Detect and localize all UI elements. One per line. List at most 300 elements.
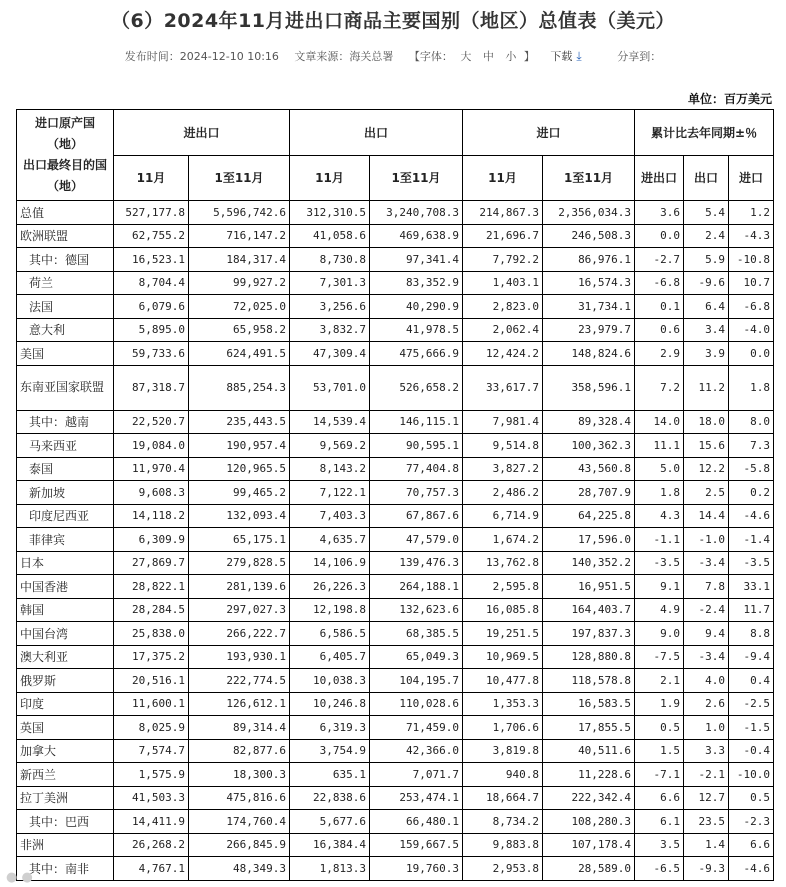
table-cell: 475,666.9 [370, 342, 463, 366]
row-label: 马来西亚 [17, 434, 114, 458]
table-cell: 16,523.1 [114, 248, 189, 272]
table-cell: 7,574.7 [114, 739, 189, 763]
table-cell: 10,477.8 [463, 669, 543, 693]
table-cell: 99,927.2 [189, 271, 290, 295]
table-cell: 3,832.7 [290, 318, 370, 342]
table-cell: -2.7 [635, 248, 684, 272]
table-cell: 72,025.0 [189, 295, 290, 319]
table-cell: 279,828.5 [189, 551, 290, 575]
table-cell: 3.9 [684, 342, 729, 366]
table-cell: -1.4 [729, 528, 774, 552]
table-cell: -3.4 [684, 645, 729, 669]
table-cell: 22,838.6 [290, 786, 370, 810]
row-label: 意大利 [17, 318, 114, 342]
table-cell: 9,608.3 [114, 481, 189, 505]
table-cell: 358,596.1 [543, 365, 635, 410]
table-cell: 14,539.4 [290, 410, 370, 434]
table-cell: 297,027.3 [189, 598, 290, 622]
header-yoy-export: 出口 [684, 155, 729, 201]
table-cell: 87,318.7 [114, 365, 189, 410]
corner-header-bottom: 出口最终目的国（地） [22, 158, 107, 193]
row-label: 荷兰 [17, 271, 114, 295]
table-cell: 222,342.4 [543, 786, 635, 810]
row-label: 韩国 [17, 598, 114, 622]
table-cell: 28,707.9 [543, 481, 635, 505]
table-cell: 19,251.5 [463, 622, 543, 646]
table-row [17, 481, 774, 505]
table-cell: 71,459.0 [370, 716, 463, 740]
table-cell: 33.1 [729, 575, 774, 599]
table-cell: 281,139.6 [189, 575, 290, 599]
row-label: 日本 [17, 551, 114, 575]
table-cell: 25,838.0 [114, 622, 189, 646]
table-cell: 16,951.5 [543, 575, 635, 599]
row-label: 俄罗斯 [17, 669, 114, 693]
table-cell: 164,403.7 [543, 598, 635, 622]
row-label: 法国 [17, 295, 114, 319]
table-cell: 82,877.6 [189, 739, 290, 763]
table-cell: 8,730.8 [290, 248, 370, 272]
table-cell: 10,969.5 [463, 645, 543, 669]
table-cell: 1,674.2 [463, 528, 543, 552]
table-cell: -2.3 [729, 810, 774, 834]
header-import-month: 11月 [463, 155, 543, 201]
row-label: 美国 [17, 342, 114, 366]
table-row [17, 224, 774, 248]
table-cell: -3.5 [729, 551, 774, 575]
table-cell: -1.5 [729, 716, 774, 740]
table-cell: 1.2 [729, 201, 774, 225]
table-cell: 0.5 [729, 786, 774, 810]
font-small-button[interactable]: 小 [505, 50, 517, 63]
table-cell: 4.3 [635, 504, 684, 528]
table-cell: 20,516.1 [114, 669, 189, 693]
table-cell: 8.8 [729, 622, 774, 646]
table-cell: 14.4 [684, 504, 729, 528]
table-row [17, 622, 774, 646]
table-cell: 18,664.7 [463, 786, 543, 810]
table-row [17, 551, 774, 575]
table-cell: 10,038.3 [290, 669, 370, 693]
font-large-button[interactable]: 大 [460, 50, 472, 63]
table-cell: 140,352.2 [543, 551, 635, 575]
table-cell: 12.2 [684, 457, 729, 481]
watermark-logo: ● ● [6, 870, 33, 885]
table-cell: 940.8 [463, 763, 543, 787]
header-total: 进出口 [114, 110, 290, 156]
table-cell: 9.4 [684, 622, 729, 646]
table-cell: 89,314.4 [189, 716, 290, 740]
table-cell: -9.3 [684, 857, 729, 881]
table-cell: 16,085.8 [463, 598, 543, 622]
table-cell: 1,706.6 [463, 716, 543, 740]
table-cell: 62,755.2 [114, 224, 189, 248]
row-label: 中国香港 [17, 575, 114, 599]
table-cell: 17,596.0 [543, 528, 635, 552]
table-cell: 42,366.0 [370, 739, 463, 763]
row-label: 菲律宾 [17, 528, 114, 552]
table-cell: 41,978.5 [370, 318, 463, 342]
table-cell: 14,411.9 [114, 810, 189, 834]
table-cell: 1.8 [635, 481, 684, 505]
table-cell: 4,767.1 [114, 857, 189, 881]
table-row [17, 410, 774, 434]
table-cell: 67,867.6 [370, 504, 463, 528]
table-cell: 159,667.5 [370, 833, 463, 857]
table-cell: 8,143.2 [290, 457, 370, 481]
table-cell: 41,503.3 [114, 786, 189, 810]
table-cell: 126,612.1 [189, 692, 290, 716]
table-cell: 59,733.6 [114, 342, 189, 366]
table-cell: 0.5 [635, 716, 684, 740]
table-cell: 13,762.8 [463, 551, 543, 575]
table-cell: 97,341.4 [370, 248, 463, 272]
table-cell: 11,970.4 [114, 457, 189, 481]
table-cell: 11.7 [729, 598, 774, 622]
table-cell: 9,569.2 [290, 434, 370, 458]
table-cell: 53,701.0 [290, 365, 370, 410]
table-row [17, 271, 774, 295]
table-cell: 2.9 [635, 342, 684, 366]
table-cell: 2,062.4 [463, 318, 543, 342]
table-cell: 6,405.7 [290, 645, 370, 669]
table-cell: 21,696.7 [463, 224, 543, 248]
table-cell: 2,486.2 [463, 481, 543, 505]
download-icon: ⤓ [576, 49, 582, 63]
table-cell: 31,734.1 [543, 295, 635, 319]
table-cell: 222,774.5 [189, 669, 290, 693]
table-cell: 15.6 [684, 434, 729, 458]
table-cell: 635.1 [290, 763, 370, 787]
publish-time: 发布时间：2024-12-10 10:16 [124, 50, 279, 63]
table-cell: 9.1 [635, 575, 684, 599]
table-cell: 1,403.1 [463, 271, 543, 295]
row-label: 泰国 [17, 457, 114, 481]
table-cell: 19,084.0 [114, 434, 189, 458]
table-cell: 11,228.6 [543, 763, 635, 787]
table-cell: 148,824.6 [543, 342, 635, 366]
table-cell: -1.0 [684, 528, 729, 552]
header-yoy: 累计比去年同期±％ [635, 110, 774, 156]
header-row-1 [17, 110, 774, 156]
table-cell: 2,595.8 [463, 575, 543, 599]
table-cell: 9.0 [635, 622, 684, 646]
table-cell: 12.7 [684, 786, 729, 810]
table-row [17, 365, 774, 410]
table-cell: 5,677.6 [290, 810, 370, 834]
table-cell: 1,575.9 [114, 763, 189, 787]
table-cell: 22,520.7 [114, 410, 189, 434]
table-cell: 132,093.4 [189, 504, 290, 528]
table-cell: 7,122.1 [290, 481, 370, 505]
table-cell: 7.2 [635, 365, 684, 410]
font-size-close: 】 [523, 50, 535, 63]
table-cell: 469,638.9 [370, 224, 463, 248]
table-cell: 14,106.9 [290, 551, 370, 575]
download-button[interactable] [550, 50, 585, 63]
row-label: 加拿大 [17, 739, 114, 763]
table-cell: 65,049.3 [370, 645, 463, 669]
table-cell: 14.0 [635, 410, 684, 434]
table-row [17, 739, 774, 763]
table-cell: 41,058.6 [290, 224, 370, 248]
table-cell: 184,317.4 [189, 248, 290, 272]
header-export-ytd: 1至11月 [370, 155, 463, 201]
table-cell: -4.0 [729, 318, 774, 342]
row-label: 非洲 [17, 833, 114, 857]
table-cell: -2.4 [684, 598, 729, 622]
table-cell: -2.5 [729, 692, 774, 716]
table-cell: 885,254.3 [189, 365, 290, 410]
table-row [17, 692, 774, 716]
table-cell: 7,071.7 [370, 763, 463, 787]
table-row [17, 342, 774, 366]
table-cell: 3,754.9 [290, 739, 370, 763]
table-cell: -5.8 [729, 457, 774, 481]
table-cell: 83,352.9 [370, 271, 463, 295]
table-cell: 197,837.3 [543, 622, 635, 646]
table-cell: 2.5 [684, 481, 729, 505]
table-row [17, 504, 774, 528]
row-label: 其中：巴西 [17, 810, 114, 834]
table-cell: 28,822.1 [114, 575, 189, 599]
table-cell: 527,177.8 [114, 201, 189, 225]
table-row [17, 810, 774, 834]
table-cell: 66,480.1 [370, 810, 463, 834]
table-cell: -7.1 [635, 763, 684, 787]
table-cell: 10.7 [729, 271, 774, 295]
table-cell: 9,883.8 [463, 833, 543, 857]
table-cell: 139,476.3 [370, 551, 463, 575]
table-cell: 16,384.4 [290, 833, 370, 857]
table-cell: 17,855.5 [543, 716, 635, 740]
table-row [17, 248, 774, 272]
header-import: 进口 [463, 110, 635, 156]
table-row [17, 528, 774, 552]
table-cell: 6,586.5 [290, 622, 370, 646]
table-cell: 120,965.5 [189, 457, 290, 481]
table-cell: 7,301.3 [290, 271, 370, 295]
table-cell: 47,309.4 [290, 342, 370, 366]
row-label: 拉丁美洲 [17, 786, 114, 810]
table-cell: -3.5 [635, 551, 684, 575]
table-cell: 132,623.6 [370, 598, 463, 622]
table-cell: 19,760.3 [370, 857, 463, 881]
row-label: 总值 [17, 201, 114, 225]
table-cell: 108,280.3 [543, 810, 635, 834]
table-cell: 12,198.8 [290, 598, 370, 622]
table-cell: 23,979.7 [543, 318, 635, 342]
row-label: 东南亚国家联盟 [17, 365, 114, 410]
table-cell: 14,118.2 [114, 504, 189, 528]
table-cell: 28,284.5 [114, 598, 189, 622]
table-cell: -10.8 [729, 248, 774, 272]
table-cell: 40,511.6 [543, 739, 635, 763]
table-cell: 146,115.1 [370, 410, 463, 434]
table-cell: 1,353.3 [463, 692, 543, 716]
table-row [17, 457, 774, 481]
table-cell: 11.2 [684, 365, 729, 410]
table-cell: 100,362.3 [543, 434, 635, 458]
table-cell: 3,827.2 [463, 457, 543, 481]
table-cell: 1.5 [635, 739, 684, 763]
table-cell: 7.8 [684, 575, 729, 599]
table-body [17, 201, 774, 881]
table-cell: 3.6 [635, 201, 684, 225]
table-cell: 64,225.8 [543, 504, 635, 528]
table-cell: 65,958.2 [189, 318, 290, 342]
table-cell: 2.4 [684, 224, 729, 248]
table-cell: -2.1 [684, 763, 729, 787]
table-cell: 99,465.2 [189, 481, 290, 505]
row-label: 中国台湾 [17, 622, 114, 646]
table-cell: 128,880.8 [543, 645, 635, 669]
table-cell: 2,356,034.3 [543, 201, 635, 225]
table-cell: 7,403.3 [290, 504, 370, 528]
table-cell: 253,474.1 [370, 786, 463, 810]
table-cell: 2,823.0 [463, 295, 543, 319]
trade-table [16, 109, 774, 881]
table-cell: -3.4 [684, 551, 729, 575]
table-cell: 110,028.6 [370, 692, 463, 716]
table-cell: 246,508.3 [543, 224, 635, 248]
table-cell: 8,025.9 [114, 716, 189, 740]
table-cell: 214,867.3 [463, 201, 543, 225]
header-yoy-total: 进出口 [635, 155, 684, 201]
table-cell: 4.9 [635, 598, 684, 622]
share-label[interactable]: 分享到： [617, 50, 662, 63]
table-cell: -7.5 [635, 645, 684, 669]
table-cell: 190,957.4 [189, 434, 290, 458]
table-cell: 9,514.8 [463, 434, 543, 458]
table-cell: -9.6 [684, 271, 729, 295]
table-cell: 6.6 [729, 833, 774, 857]
table-cell: 16,583.5 [543, 692, 635, 716]
table-cell: 0.0 [635, 224, 684, 248]
table-cell: 7,981.4 [463, 410, 543, 434]
table-cell: 3,819.8 [463, 739, 543, 763]
table-cell: 235,443.5 [189, 410, 290, 434]
table-cell: 2,953.8 [463, 857, 543, 881]
table-row [17, 669, 774, 693]
row-label: 欧洲联盟 [17, 224, 114, 248]
table-cell: 2.1 [635, 669, 684, 693]
table-cell: 28,589.0 [543, 857, 635, 881]
header-export-month: 11月 [290, 155, 370, 201]
header-total-ytd: 1至11月 [189, 155, 290, 201]
table-cell: 70,757.3 [370, 481, 463, 505]
table-cell: -10.0 [729, 763, 774, 787]
table-cell: 5,895.0 [114, 318, 189, 342]
table-row [17, 318, 774, 342]
row-label: 英国 [17, 716, 114, 740]
table-cell: -6.8 [635, 271, 684, 295]
table-cell: 17,375.2 [114, 645, 189, 669]
table-cell: 4.0 [684, 669, 729, 693]
table-cell: 11,600.1 [114, 692, 189, 716]
table-row [17, 598, 774, 622]
corner-header [17, 110, 114, 201]
table-cell: 3.5 [635, 833, 684, 857]
article-source: 文章来源：海关总署 [294, 50, 394, 63]
table-cell: 90,595.1 [370, 434, 463, 458]
table-cell: 7.3 [729, 434, 774, 458]
row-label: 新加坡 [17, 481, 114, 505]
table-cell: 11.1 [635, 434, 684, 458]
row-label: 其中：德国 [17, 248, 114, 272]
table-cell: 266,222.7 [189, 622, 290, 646]
table-cell: 174,760.4 [189, 810, 290, 834]
table-cell: 526,658.2 [370, 365, 463, 410]
table-cell: 264,188.1 [370, 575, 463, 599]
table-cell: 8.0 [729, 410, 774, 434]
table-cell: 475,816.6 [189, 786, 290, 810]
table-cell: 5.9 [684, 248, 729, 272]
table-cell: 23.5 [684, 810, 729, 834]
page-title: （6）2024年11月进出口商品主要国别（地区）总值表（美元） [110, 10, 676, 32]
header-yoy-import: 进口 [729, 155, 774, 201]
table-cell: 5.4 [684, 201, 729, 225]
table-cell: 5,596,742.6 [189, 201, 290, 225]
table-row [17, 201, 774, 225]
article-meta [0, 48, 786, 64]
row-label: 新西兰 [17, 763, 114, 787]
table-cell: 89,328.4 [543, 410, 635, 434]
table-cell: 6,309.9 [114, 528, 189, 552]
table-cell: 47,579.0 [370, 528, 463, 552]
table-cell: 16,574.3 [543, 271, 635, 295]
table-cell: 266,845.9 [189, 833, 290, 857]
table-cell: 3,240,708.3 [370, 201, 463, 225]
table-cell: 0.1 [635, 295, 684, 319]
row-label: 澳大利亚 [17, 645, 114, 669]
table-cell: 3.4 [684, 318, 729, 342]
download-label: 下载 [550, 50, 573, 63]
table-cell: 43,560.8 [543, 457, 635, 481]
table-cell: 7,792.2 [463, 248, 543, 272]
row-label: 印度 [17, 692, 114, 716]
table-row [17, 295, 774, 319]
table-cell: 33,617.7 [463, 365, 543, 410]
table-cell: 1.0 [684, 716, 729, 740]
table-cell: 0.6 [635, 318, 684, 342]
row-label: 其中：越南 [17, 410, 114, 434]
font-medium-button[interactable]: 中 [482, 50, 494, 63]
table-cell: -1.1 [635, 528, 684, 552]
table-cell: -4.3 [729, 224, 774, 248]
row-label: 印度尼西亚 [17, 504, 114, 528]
font-size-label: 【字体： [408, 50, 453, 63]
table-cell: 1.4 [684, 833, 729, 857]
table-cell: 8,704.4 [114, 271, 189, 295]
row-label: 其中：南非 [17, 857, 114, 881]
table-cell: 6.4 [684, 295, 729, 319]
table-cell: 3.3 [684, 739, 729, 763]
table-cell: 6.1 [635, 810, 684, 834]
table-cell: 5.0 [635, 457, 684, 481]
table-cell: 716,147.2 [189, 224, 290, 248]
table-cell: 6.6 [635, 786, 684, 810]
table-cell: 18,300.3 [189, 763, 290, 787]
table-cell: 193,930.1 [189, 645, 290, 669]
table-cell: 1.8 [729, 365, 774, 410]
table-cell: 0.0 [729, 342, 774, 366]
table-cell: 2.6 [684, 692, 729, 716]
table-cell: 26,226.3 [290, 575, 370, 599]
table-cell: 6,319.3 [290, 716, 370, 740]
unit-label: 单位：百万美元 [687, 92, 772, 106]
table-cell: 0.2 [729, 481, 774, 505]
